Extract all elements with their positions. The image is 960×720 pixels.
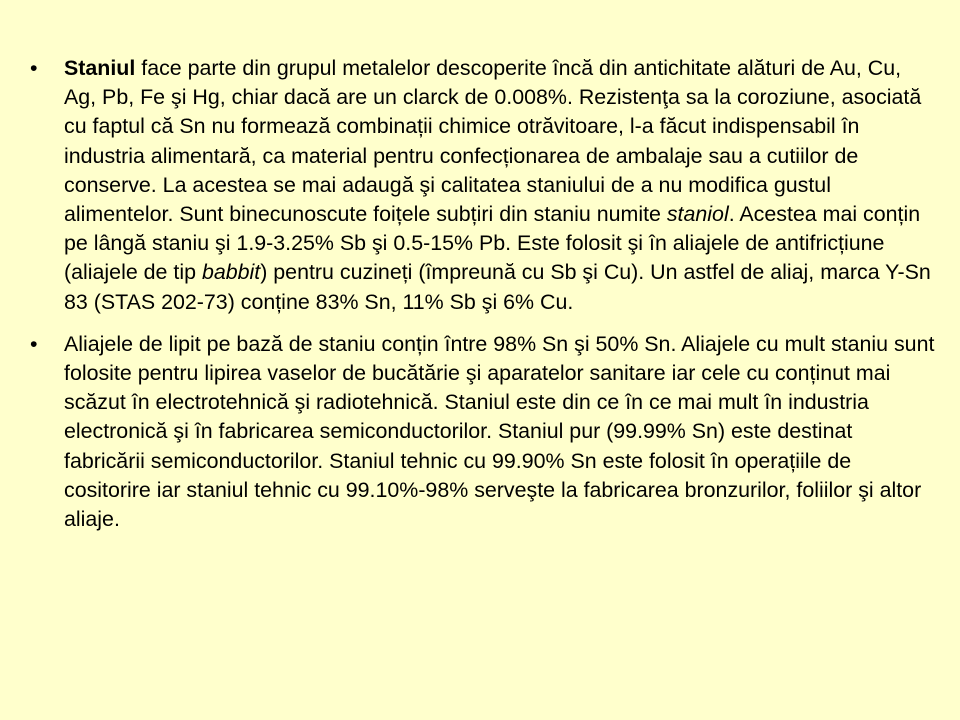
bullet-item-staniul bbox=[30, 54, 935, 317]
bullet-list bbox=[30, 54, 935, 547]
paragraph-segment-italic: staniol bbox=[666, 202, 729, 227]
paragraph-text bbox=[64, 332, 934, 531]
bullet-icon: • bbox=[30, 331, 38, 356]
bullet-icon: • bbox=[30, 56, 38, 80]
paragraph-segment: . Acestea mai conțin pe lângă staniu şi 1.9-3.25% Sb şi 0.5-15% Pb. Este folosit şi în aliajele de antifricțiune (aliajele de tip bbox=[64, 202, 921, 285]
paragraph-segment: face parte din grupul metalelor descoperite încă din antichitate alături de Au, Cu, Ag, Pb, Fe şi Hg, chiar dacă are un clarck de 0.008%. Rezistenţa sa la coroziune, asociată cu faptul că Sn nu formează combinații chimice otrăvitoare, l-a făcut indispensabil în industria alimentară, ca material pentru confecționarea de ambalaje sau a cutiilor de conserve. La acestea se mai adaugă şi calitatea staniului de a nu modifica gustul alimentelor. Sunt binecunoscute foițele subțiri din staniu numite bbox=[64, 56, 922, 227]
paragraph-segment: ) pentru cuzineți (împreună cu Sb şi Cu). Un astfel de aliaj, marca Y-Sn 83 (STAS 202-73) conține 83% Sn, 11% Sb şi 6% Cu. bbox=[64, 260, 931, 314]
paragraph-text bbox=[64, 56, 931, 314]
paragraph-segment: Aliajele de lipit pe bază de staniu conțin între 98% Sn şi 50% Sn. Aliajele cu mult staniu sunt folosite pentru lipirea vaselor de bucătărie şi aparatelor sanitare iar cele cu conținut mai scăzut în electrotehnică şi radiotehnică. Staniul este din ce în ce mai mult în industria electronică şi în fabricarea semiconductorilor. Staniul pur (99.99% Sn) este destinat fabricării semiconductorilor. Staniul tehnic cu 99.90% Sn este folosit în operațiile de cositorire iar staniul tehnic cu 99.10%-98% serveşte la fabricarea bronzurilor, foliilor şi altor aliaje. bbox=[64, 331, 935, 532]
paragraph-segment-bold: Staniul bbox=[64, 56, 136, 80]
bullet-item-aliaje bbox=[30, 330, 935, 534]
paragraph-segment-italic: babbit bbox=[201, 260, 261, 285]
